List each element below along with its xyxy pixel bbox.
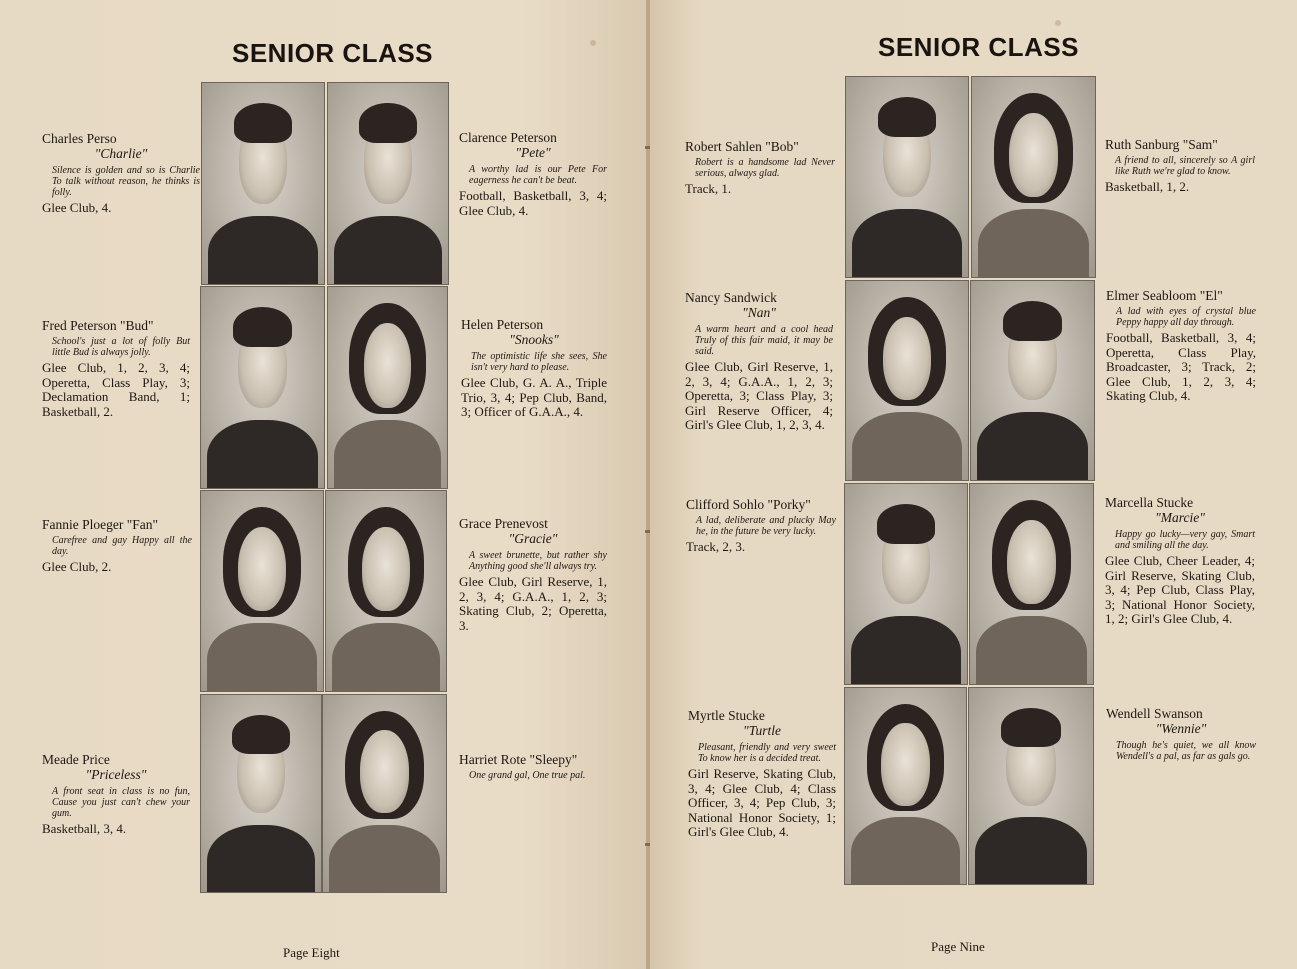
entry-fred-peterson [42,318,190,419]
student-activities: Glee Club, 1, 2, 3, 4; Operetta, Class Play, 3; Declamation Band, 1; Basketball, 2. [42,360,190,419]
photo-fred-peterson [200,286,325,489]
page-title: SENIOR CLASS [878,32,1080,62]
entry-meade-price [42,752,190,837]
student-name: Nancy Sandwick [685,290,777,305]
student-nickname: "Snooks" [509,332,559,347]
student-verse: A worthy lad is our Pete For eagerness he can't be beat. [469,164,607,186]
student-name: Meade Price [42,752,110,767]
student-activities: Basketball, 1, 2. [1105,179,1190,194]
photo-nancy-sandwick [845,280,969,481]
photo-robert-sahlen [845,76,969,278]
student-activities: Glee Club, Cheer Leader, 4; Girl Reserve, Skating Club, 3, 4; Pep Club, Class Play, 3; National Honor Society, 1, 2; Girl's Glee Club, 4. [1105,553,1255,626]
photo-ruth-sanburg [971,76,1096,278]
student-verse: Pleasant, friendly and very sweet To know her is a decided treat. [698,742,836,764]
student-name: Charles Perso [42,131,117,146]
student-name: Elmer Seabloom "El" [1106,288,1223,303]
photo-wendell-swanson [968,687,1094,885]
photo-helen-peterson [327,286,448,489]
entry-helen-peterson [461,317,607,420]
page-nine [650,0,1297,969]
student-nickname: "Gracie" [508,531,558,546]
student-nickname: "Nan" [742,305,776,320]
student-name: Clarence Peterson [459,130,557,145]
student-name: Marcella Stucke [1105,495,1194,510]
page-title: SENIOR CLASS [232,38,434,68]
student-activities: Glee Club, Girl Reserve, 1, 2, 3, 4; G.A.A., 1, 2, 3; Operetta, 3; Class Play, 3; Girl Reserve Officer, 4; Girl's Glee Club, 1, 2, 3, 4. [685,359,833,432]
student-name: Ruth Sanburg "Sam" [1105,137,1218,152]
entry-charles-perso [42,131,200,216]
student-name: Wendell Swanson [1106,706,1203,721]
student-verse: Silence is golden and so is Charlie To talk without reason, he thinks is folly. [52,165,200,198]
photo-fannie-ploeger [200,490,324,692]
student-name: Clifford Sohlo "Porky" [686,497,811,512]
student-verse: Robert is a handsome lad Never serious, always glad. [695,157,835,179]
student-verse: A friend to all, sincerely so A girl like Ruth we're glad to know. [1115,155,1255,177]
student-verse: A front seat in class is no fun, Cause you just can't chew your gum. [52,786,190,819]
student-activities: Track, 2, 3. [686,539,746,554]
page-footer: Page Nine [931,939,985,954]
photo-meade-price [200,694,322,893]
student-activities: Track, 1. [685,181,732,196]
student-activities: Basketball, 3, 4. [42,821,127,836]
student-name: Robert Sahlen "Bob" [685,139,799,154]
student-name: Fannie Ploeger "Fan" [42,517,159,532]
student-nickname: "Turtle [743,723,781,738]
entry-myrtle-stucke [688,708,836,840]
student-name: Harriet Rote "Sleepy" [459,752,578,767]
entry-harriet-rote [459,752,607,784]
student-activities: Football, Basketball, 3, 4; Operetta, Class Play, Broadcaster, 3; Track, 2; Glee Club, 1, 2, 3, 4; Skating Club, 4. [1106,330,1256,403]
student-verse: Though he's quiet, we all know Wendell's a pal, as far as gals go. [1116,740,1256,762]
student-nickname: "Wennie" [1155,721,1207,736]
student-verse: The optimistic life she sees, She isn't very hard to please. [471,351,607,373]
entry-elmer-seabloom [1106,288,1256,404]
student-nickname: "Marcie" [1155,510,1205,525]
student-verse: A sweet brunette, but rather shy Anything good she'll always try. [469,550,607,572]
entry-clifford-sohlo [686,497,836,555]
student-name: Fred Peterson "Bud" [42,318,154,333]
student-activities: Glee Club, 2. [42,559,112,574]
photo-grace-prenevost [325,490,447,692]
student-activities: Glee Club, Girl Reserve, 1, 2, 3, 4; G.A.A., 1, 2, 3; Skating Club, 2; Operetta, 3. [459,574,607,633]
photo-clifford-sohlo [844,483,968,685]
student-verse: One grand gal, One true pal. [469,770,586,781]
student-verse: A lad with eyes of crystal blue Peppy happy all day through. [1116,306,1256,328]
student-activities: Glee Club, 4. [42,200,112,215]
entry-grace-prenevost [459,516,607,633]
entry-robert-sahlen [685,139,835,197]
student-verse: Carefree and gay Happy all the day. [52,535,192,557]
photo-charles-perso [201,82,325,285]
student-activities: Football, Basketball, 3, 4; Glee Club, 4. [459,188,607,218]
photo-myrtle-stucke [844,687,967,885]
photo-elmer-seabloom [970,280,1095,481]
student-verse: School's just a lot of folly But little Bud is always jolly. [52,336,190,358]
entry-nancy-sandwick [685,290,833,433]
student-nickname: "Pete" [515,145,551,160]
student-name: Grace Prenevost [459,516,548,531]
student-activities: Glee Club, G. A. A., Triple Trio, 3, 4; Pep Club, Band, 3; Officer of G.A.A., 4. [461,375,607,419]
student-verse: Happy go lucky—very gay, Smart and smiling all the day. [1115,529,1255,551]
photo-harriet-rote [322,694,447,893]
entry-wendell-swanson [1106,706,1256,765]
student-verse: A lad, deliberate and plucky May he, in the future be very lucky. [696,515,836,537]
paper-stain [1055,20,1061,26]
entry-clarence-peterson [459,130,607,218]
entry-ruth-sanburg [1105,137,1255,195]
student-nickname: "Priceless" [85,767,147,782]
page-footer: Page Eight [283,945,340,960]
student-name: Helen Peterson [461,317,544,332]
photo-marcella-stucke [969,483,1094,685]
student-verse: A warm heart and a cool head Truly of this fair maid, it may be said. [695,324,833,357]
entry-marcella-stucke [1105,495,1255,627]
photo-clarence-peterson [327,82,449,285]
student-activities: Girl Reserve, Skating Club, 3, 4; Glee Club, 4; Class Officer, 3, 4; Pep Club, 3; National Honor Society, 1; Girl's Glee Club, 4. [688,766,836,839]
student-name: Myrtle Stucke [688,708,765,723]
paper-stain [590,40,596,46]
student-nickname: "Charlie" [94,146,148,161]
entry-fannie-ploeger [42,517,192,575]
